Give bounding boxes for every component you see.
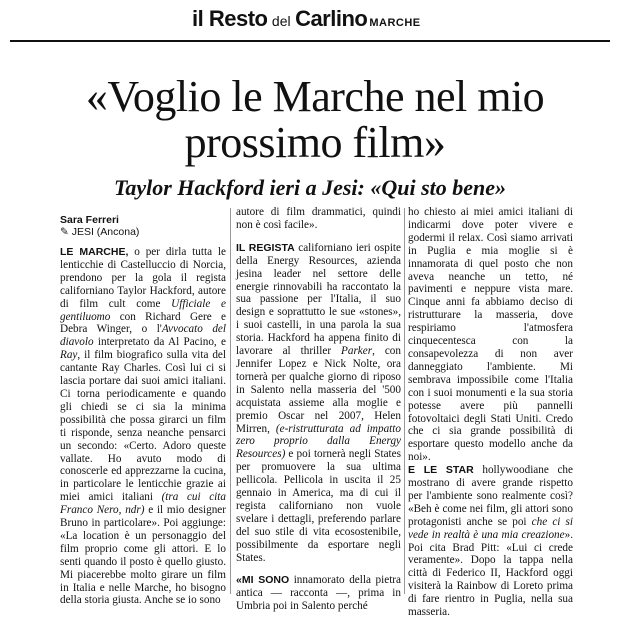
paragraph	[60, 246, 226, 607]
text-run: hollywoodiane che mostrano di avere grande rispetto per l'ambiente sono realmente così? «Beh è come nei film, gli attori sono protagonisti anche se poi	[408, 464, 573, 528]
column-divider	[230, 208, 231, 594]
text-run: o per dirla tutta le lenticchie di Castelluccio di Norcia, prendono per la gola il regista californiano Taylor Hackford, autore di film cult come	[60, 246, 226, 310]
author-name: Sara Ferreri	[60, 214, 119, 226]
lead-in: IL REGISTA	[236, 241, 295, 254]
column-divider	[404, 208, 405, 594]
text-run: californiano ieri ospite della Energy Resources, azienda jesina leader nel settore delle energie rinnovabili ha raccontato la sua passione per l'Italia, il suo design e soprattutto le sue «stones», i suoi castelli, in una parola la sua storia. Hackford ha appena finito di lavorare al thriller	[236, 241, 401, 358]
article-column-2	[236, 206, 401, 613]
masthead	[192, 6, 442, 40]
lead-in: «MI SONO	[236, 574, 290, 587]
lead-in: E LE STAR	[408, 464, 474, 477]
paragraph	[236, 574, 401, 613]
paragraph: autore di film drammatici, quindi non è così facile».	[236, 206, 401, 231]
article-column-1	[60, 246, 226, 607]
text-run: con Richard Gere e Debra Winger, o l'	[60, 310, 226, 336]
text-run: , il film biografico sulla vita del cantante Ray Charles. Così lui ci si lascia portare dai suoi amici italiani. Ci torna periodicamente e quando gli chiedi se ci sia la minima possibilità che possa girarci un film ti risponde, senza neanche pensarci un secondo: «Certo. Adoro queste vallate. Ho avuto modo di conoscerle ed apprezzarne la cucina, in particolare le lenticchie grazie ai miei amici italiani	[60, 349, 226, 504]
masthead-word-resto: il Resto	[192, 6, 268, 31]
subheadline: Taylor Hackford ieri a Jesi: «Qui sto bene»	[113, 175, 507, 200]
italic-run: Parker	[341, 345, 373, 358]
text-run: , con Jennifer Lopez e Nick Nolte, ora tornerà per qualche giorno di riposo in Salento nella masseria del '500 acquistata assieme alla moglie e premio Oscar nel 2007, Helen Mirren,	[236, 345, 401, 435]
italic-run: Avvocato del diavolo	[60, 323, 227, 349]
byline	[60, 214, 139, 238]
text-run: ». Poi cita Brad Pitt: «Lui ci crede veramente». Dopo la tappa nella città di Federico II, Hackford oggi visiterà la Rainbow di Loreto prima di fare rientro in Puglia, nella sua masseria.	[408, 528, 573, 619]
text-run: e il mio designer Bruno in particolare». Poi aggiunge: «La location è un personaggio del film proprio come gli attori. E lo senti quando il posto è quello giusto. Mi piacerebbe molto girare un film in Italia e nelle Marche, ho bisogno della storia giusta. Anche se io sono	[60, 504, 226, 607]
paragraph	[236, 242, 401, 565]
masthead-region: MARCHE	[369, 17, 421, 29]
italic-run: (tra cui cita Franco Nero, ndr)	[60, 491, 226, 517]
masthead-rule	[10, 40, 610, 42]
dateline-location: JESI (Ancona)	[71, 226, 140, 238]
article-column-3	[408, 206, 573, 619]
masthead-word-carlino: Carlino	[295, 6, 368, 31]
text-run: innamorato della pietra antica — racconta —, prima in Umbria poi in Salento perché	[236, 574, 401, 613]
text-run: e poi tornerà negli States per promuovere la sua ultima pellicola. Pellicola in uscita il 25 gennaio in America, ma di cui il regista californiano non vuole svelare i dettagli, preferendo parlare del suo stile di vita ecosostenibile, possibilmente da esportare negli States.	[236, 448, 401, 564]
headline: «Voglio le Marche nel mio prossimo film»	[85, 72, 545, 167]
paragraph: ho chiesto ai miei amici italiani di indicarmi dove poter vivere e godermi il relax. Così siamo arrivati in Puglia e mia moglie si è innamorata di quel posto che non aveva neanche un tetto, né pavimenti e neppure vista mare. Cinque anni fa abbiamo deciso di ristrutturare la masseria, dove respiriamo l'atmosfera cinquecentesca con la consapevolezza di non aver danneggiato l'ambiente. Mi sembrava impossibile come l'Italia con i suoi monumenti e la sua storia potesse avere più pannelli fotovoltaici degli Stati Uniti. Credo che ci sia grande possibilità di esportare questo modello anche da noi».	[408, 206, 573, 464]
text-run: interpretato da Al Pacino, e	[93, 336, 226, 349]
italic-run: Ray	[60, 349, 78, 362]
paragraph	[408, 464, 573, 619]
masthead-word-del: del	[271, 13, 291, 29]
italic-run: Ufficiale e gentiluomo	[60, 297, 226, 323]
italic-run: che ci si vede in realtà è una mia creazione	[408, 515, 573, 541]
lead-in: LE MARCHE,	[60, 246, 129, 258]
italic-run: (e-ristrutturata ad impatto zero proprio dalla Energy Resources)	[236, 422, 401, 461]
dateline: ✎ JESI (Ancona)	[60, 226, 140, 238]
